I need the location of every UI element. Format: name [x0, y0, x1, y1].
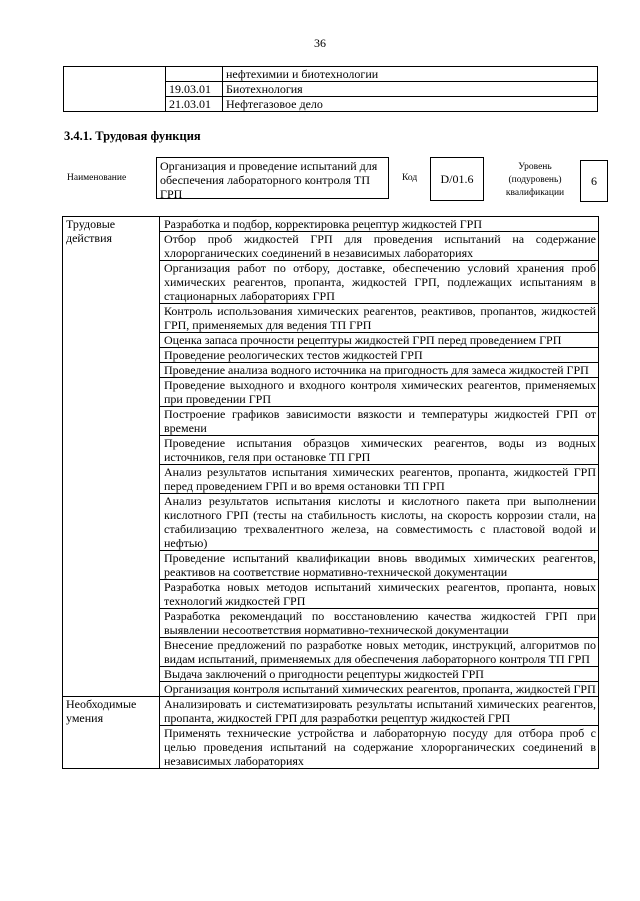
- item-cell: Организация контроля испытаний химических реагентов, пропанта, жидкостей ГРП: [160, 682, 599, 697]
- item-cell: Анализ результатов испытания кислоты и кислотного пакета при выполнении кислотного ГРП (тесты на стабильность кислоты, на скорость коррозии стали, на стабилизацию трехвалентного железа, на совместимость с пластовой водой и нефтью): [160, 494, 599, 551]
- item-cell: Контроль использования химических реагентов, реактивов, пропантов, жидкостей ГРП, применяемых для ведения ТП ГРП: [160, 304, 599, 333]
- code-cell: 19.03.01: [166, 82, 223, 97]
- item-cell: Внесение предложений по разработке новых методик, инструкций, алгоритмов по видам испытаний, применяемых для обеспечения лабораторного контроля ТП ГРП: [160, 638, 599, 667]
- labor-function-table: [62, 216, 599, 769]
- item-cell: Проведение реологических тестов жидкостей ГРП: [160, 348, 599, 363]
- group-title-cell: Необходимые умения: [63, 697, 160, 769]
- item-cell: Разработка рекомендаций по восстановлению качества жидкостей ГРП при выявлении несоответствия нормативно-технической документации: [160, 609, 599, 638]
- name-cell: нефтехимии и биотехнологии: [223, 67, 598, 82]
- name-cell: Биотехнология: [223, 82, 598, 97]
- item-cell: Проведение испытаний квалификации вновь вводимых химических реагентов, реактивов на соответствие нормативно-технической документации: [160, 551, 599, 580]
- section-title: 3.4.1. Трудовая функция: [64, 129, 201, 143]
- code-value-box: D/01.6: [430, 157, 484, 201]
- item-cell: Построение графиков зависимости вязкости и температуры жидкостей ГРП от времени: [160, 407, 599, 436]
- item-cell: Анализ результатов испытания химических реагентов, пропанта, жидкостей ГРП перед проведением ГРП и во время остановки ТП ГРП: [160, 465, 599, 494]
- name-label: Наименование: [67, 173, 127, 183]
- name-cell: Нефтегазовое дело: [223, 97, 598, 112]
- level-label-line: Уровень: [518, 162, 552, 172]
- level-label-line: (подуровень): [508, 175, 562, 185]
- function-name-box: Организация и проведение испытаний для обеспечения лабораторного контроля ТП ГРП: [156, 157, 389, 199]
- code-cell: [166, 67, 223, 82]
- education-codes-table: [63, 66, 598, 112]
- item-cell: Анализировать и систематизировать результаты испытаний химических реагентов, пропанта, жидкостей ГРП для разработки рецептур жидкостей ГРП: [160, 697, 599, 726]
- item-cell: Применять технические устройства и лабораторную посуду для отбора проб с целью проведения испытаний на содержание хлорорганических соединений в независимых лабораториях: [160, 726, 599, 769]
- item-cell: Организация работ по отбору, доставке, обеспечению условий хранения проб химических реагентов, пропанта, жидкостей ГРП, подлежащих испытаниям в стационарных лабораториях ГРП: [160, 261, 599, 304]
- group-title-cell: Трудовые действия: [63, 217, 160, 697]
- code-label: Код: [402, 173, 418, 183]
- item-cell: Разработка и подбор, корректировка рецептур жидкостей ГРП: [160, 217, 599, 232]
- table-row: [64, 67, 598, 82]
- page-number: 36: [314, 36, 326, 50]
- item-cell: Разработка новых методов испытаний химических реагентов, пропанта, новых технологий жидкостей ГРП: [160, 580, 599, 609]
- table-row: [63, 697, 599, 726]
- level-label-line: квалификации: [505, 188, 565, 198]
- item-cell: Проведение анализа водного источника на пригодность для замеса жидкостей ГРП: [160, 363, 599, 378]
- code-cell: 21.03.01: [166, 97, 223, 112]
- item-cell: Отбор проб жидкостей ГРП для проведения испытаний на содержание хлорорганических соединений в независимых лабораториях: [160, 232, 599, 261]
- level-value-box: 6: [580, 160, 608, 202]
- table-row: [63, 217, 599, 232]
- item-cell: Проведение испытания образцов химических реагентов, воды из водных источников, геля при остановке ТП ГРП: [160, 436, 599, 465]
- item-cell: Оценка запаса прочности рецептуры жидкостей ГРП перед проведением ГРП: [160, 333, 599, 348]
- item-cell: Выдача заключений о пригодности рецептуры жидкостей ГРП: [160, 667, 599, 682]
- blank-cell: [64, 67, 166, 112]
- item-cell: Проведение выходного и входного контроля химических реагентов, применяемых при проведении ГРП: [160, 378, 599, 407]
- level-label: [497, 161, 573, 200]
